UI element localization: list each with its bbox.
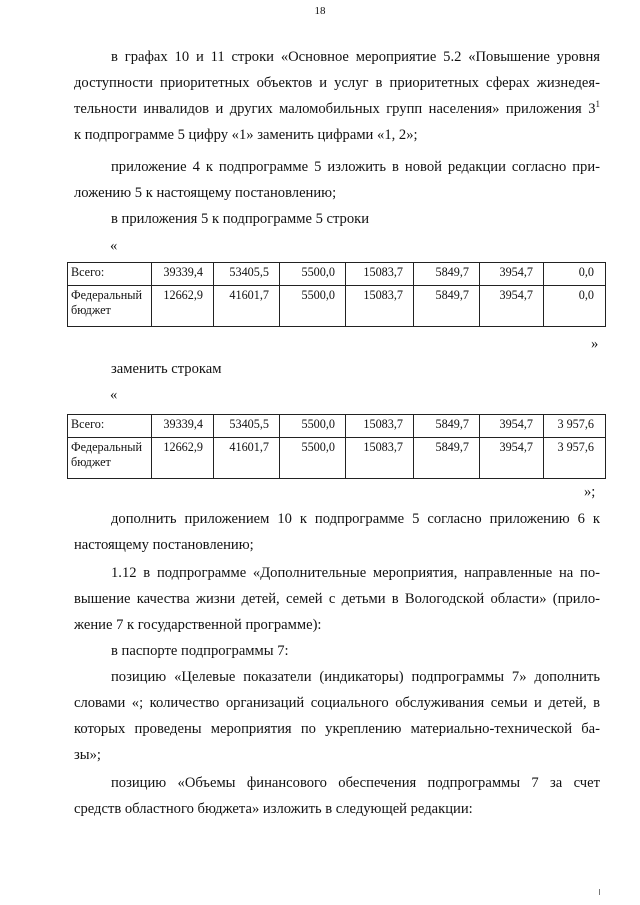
open-quote: « xyxy=(110,238,118,254)
table-old-rows xyxy=(67,262,606,327)
table-cell: 3954,7 xyxy=(480,415,544,438)
text-line: дополнить приложением 10 к подпрограмме 5 согласно приложению 6 к xyxy=(111,511,600,527)
open-quote: « xyxy=(110,387,118,403)
paragraph-zamenit xyxy=(74,356,600,382)
table-cell: 39339,4 xyxy=(152,263,214,286)
text-line: словами «; количество организаций социального обслуживания семьи и детей, в xyxy=(74,695,600,711)
row-label: Всего: xyxy=(68,263,152,286)
row-label: Федеральный бюджет xyxy=(68,438,152,479)
table-row xyxy=(68,438,606,479)
text-line: жение 7 к государственной программе): xyxy=(74,617,322,633)
text-line: в графах 10 и 11 строки «Основное мероприятие 5.2 «Повышение уровня xyxy=(111,49,600,65)
table-cell: 15083,7 xyxy=(346,438,414,479)
table-cell: 5500,0 xyxy=(280,263,346,286)
text-line: средств областного бюджета» изложить в следующей редакции: xyxy=(74,801,473,817)
margin-mark xyxy=(599,889,600,895)
table-row xyxy=(68,286,606,327)
text-line: позицию «Целевые показатели (индикаторы) подпрограммы 7» дополнить xyxy=(111,669,600,685)
table-cell: 3 957,6 xyxy=(544,438,606,479)
text-line: приложение 4 к подпрограмме 5 изложить в новой редакции согласно при- xyxy=(111,159,600,175)
table-cell: 53405,5 xyxy=(214,263,280,286)
table-cell: 15083,7 xyxy=(346,415,414,438)
table-cell: 3 957,6 xyxy=(544,415,606,438)
table-new-rows xyxy=(67,414,606,479)
table-cell: 15083,7 xyxy=(346,263,414,286)
table-cell: 12662,9 xyxy=(152,438,214,479)
close-quote: » xyxy=(591,336,599,352)
paragraph-grafy xyxy=(74,44,600,148)
table-cell: 3954,7 xyxy=(480,438,544,479)
paragraph-stroki xyxy=(74,206,600,232)
table-cell: 41601,7 xyxy=(214,286,280,327)
table-cell: 12662,9 xyxy=(152,286,214,327)
row-label: Всего: xyxy=(68,415,152,438)
paragraph-pasport xyxy=(74,638,600,664)
text-line: позицию «Объемы финансового обеспечения подпрограммы 7 за счет xyxy=(111,775,600,791)
table-cell: 5849,7 xyxy=(414,415,480,438)
text-line: доступности приоритетных объектов и услуг в приоритетных сферах жизнедея- xyxy=(74,75,600,91)
superscript: 1 xyxy=(595,99,600,109)
table-cell: 5849,7 xyxy=(414,438,480,479)
table-cell: 5500,0 xyxy=(280,286,346,327)
text-line: которых проведены мероприятия по укреплению материально-технической ба- xyxy=(74,721,600,737)
paragraph-1-12 xyxy=(74,560,600,638)
row-label: Федеральный бюджет xyxy=(68,286,152,327)
text-line: заменить строкам xyxy=(111,361,222,377)
table-cell: 3954,7 xyxy=(480,263,544,286)
text-line xyxy=(74,96,600,122)
text-line: 1.12 в подпрограмме «Дополнительные мероприятия, направленные на по- xyxy=(111,565,600,581)
table-cell: 39339,4 xyxy=(152,415,214,438)
table-cell: 15083,7 xyxy=(346,286,414,327)
table-cell: 5500,0 xyxy=(280,415,346,438)
text-line: в паспорте подпрограммы 7: xyxy=(111,643,289,659)
table-cell: 5849,7 xyxy=(414,263,480,286)
paragraph-obemy xyxy=(74,770,600,822)
close-quote: »; xyxy=(584,484,596,500)
page-number: 18 xyxy=(314,5,326,17)
table-cell: 0,0 xyxy=(544,286,606,327)
table-cell: 3954,7 xyxy=(480,286,544,327)
text-line: настоящему постановлению; xyxy=(74,537,254,553)
table-row xyxy=(68,263,606,286)
text-line: в приложения 5 к подпрограмме 5 строки xyxy=(111,211,370,227)
table-cell: 5849,7 xyxy=(414,286,480,327)
table-cell: 53405,5 xyxy=(214,415,280,438)
text-line: ложению 5 к настоящему постановлению; xyxy=(74,185,337,201)
text-fragment: тельности инвалидов и других маломобильных групп населения» приложения 3 xyxy=(74,101,596,117)
paragraph-dopolnit xyxy=(74,506,600,558)
paragraph-prilozhenie-4 xyxy=(74,154,600,206)
table-cell: 5500,0 xyxy=(280,438,346,479)
paragraph-celevye xyxy=(74,664,600,768)
text-line: к подпрограмме 5 цифру «1» заменить цифрами «1, 2»; xyxy=(74,127,418,143)
table-cell: 0,0 xyxy=(544,263,606,286)
text-line: вышение качества жизни детей, семей с детьми в Вологодской области» (прило- xyxy=(74,591,600,607)
text-line: зы»; xyxy=(74,747,101,763)
table-cell: 41601,7 xyxy=(214,438,280,479)
table-row xyxy=(68,415,606,438)
